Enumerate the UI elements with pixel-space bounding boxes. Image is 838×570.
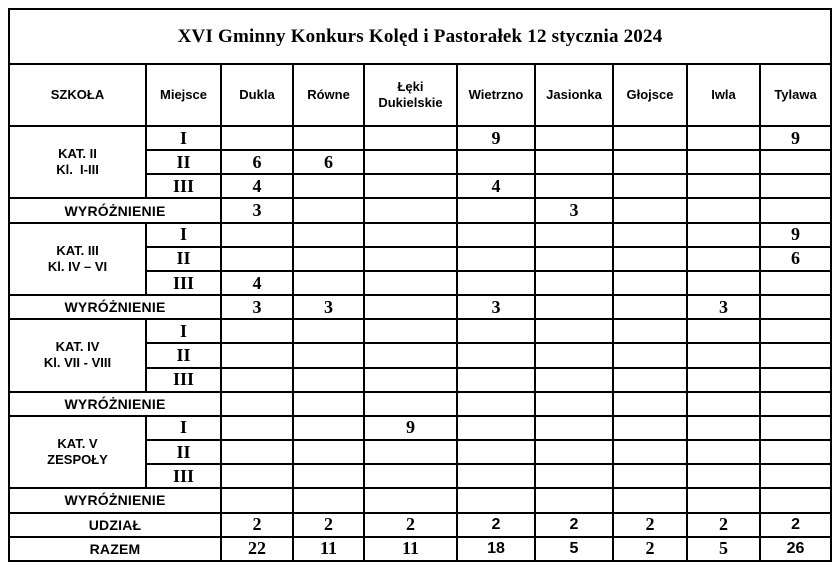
category-place-row [9,416,831,440]
wyroznienie-row [9,295,831,319]
result-cell [687,488,760,512]
result-cell [760,464,831,488]
category-name-line: KAT. IV [55,339,100,355]
result-cell [535,150,613,174]
result-cell: 3 [293,295,364,319]
result-cell [364,271,457,295]
column-header-2: Dukla [221,64,293,126]
result-cell [364,392,457,416]
result-cell [364,464,457,488]
result-cell: 6 [760,247,831,271]
result-cell [760,198,831,222]
result-cell [613,368,687,392]
result-cell [613,198,687,222]
page-title: XVI Gminny Konkurs Kolęd i Pastorałek 12 stycznia 2024 [9,9,831,64]
result-cell: 3 [221,198,293,222]
title-row [9,9,831,64]
result-cell: 5 [687,537,760,561]
result-cell [613,464,687,488]
result-cell [535,126,613,150]
result-cell [293,343,364,367]
result-cell: 18 [457,537,535,561]
place-cell: I [146,223,221,247]
place-cell: II [146,247,221,271]
result-cell: 2 [687,513,760,537]
result-cell [535,368,613,392]
result-cell [535,343,613,367]
category-name-line: KAT. V [57,435,98,451]
result-cell: 9 [760,223,831,247]
result-cell [687,223,760,247]
result-cell: 3 [687,295,760,319]
result-cell [293,416,364,440]
column-header-1: Miejsce [146,64,221,126]
result-cell [364,223,457,247]
column-header-6: Jasionka [535,64,613,126]
result-cell [457,247,535,271]
result-cell [687,392,760,416]
result-cell [760,488,831,512]
place-cell: II [146,343,221,367]
result-cell [457,488,535,512]
result-cell: 6 [221,150,293,174]
result-cell [221,247,293,271]
result-cell: 9 [760,126,831,150]
result-cell [760,271,831,295]
result-cell [293,126,364,150]
result-cell: 4 [221,271,293,295]
result-cell [760,319,831,343]
place-cell: III [146,271,221,295]
result-cell: 3 [221,295,293,319]
result-cell [613,319,687,343]
table-header-row [9,64,831,126]
result-cell: 5 [535,537,613,561]
result-cell [364,150,457,174]
result-cell [293,319,364,343]
result-cell [457,440,535,464]
result-cell [221,440,293,464]
result-cell: 22 [221,537,293,561]
result-cell [535,488,613,512]
result-cell [687,247,760,271]
result-cell [221,416,293,440]
result-cell [293,198,364,222]
category-name-line: ZESPOŁY [47,452,108,468]
place-cell: II [146,150,221,174]
place-cell: II [146,440,221,464]
result-cell [364,368,457,392]
result-cell: 11 [293,537,364,561]
result-cell [293,247,364,271]
result-cell [457,150,535,174]
wyroznienie-row [9,392,831,416]
result-cell [221,488,293,512]
result-cell [535,295,613,319]
result-cell [293,464,364,488]
place-cell: III [146,368,221,392]
result-cell [613,174,687,198]
result-cell [613,150,687,174]
result-cell [221,343,293,367]
result-cell: 2 [293,513,364,537]
result-cell [364,319,457,343]
result-cell [760,440,831,464]
result-cell [293,488,364,512]
category-name-line: Kl. VII - VIII [43,355,112,371]
result-cell [221,392,293,416]
result-cell: 9 [364,416,457,440]
result-cell: 11 [364,537,457,561]
result-cell [535,271,613,295]
result-cell [221,368,293,392]
result-cell [364,295,457,319]
result-cell [293,271,364,295]
result-cell [687,464,760,488]
result-cell [613,126,687,150]
result-cell [364,488,457,512]
category-cell [9,416,146,488]
result-cell [457,392,535,416]
result-cell [364,174,457,198]
results-table [8,8,832,562]
result-cell [457,416,535,440]
result-cell [687,150,760,174]
result-cell [613,416,687,440]
result-cell [364,126,457,150]
result-cell [687,416,760,440]
summary-label: RAZEM [9,537,221,561]
result-cell [760,174,831,198]
result-cell [687,440,760,464]
result-cell [613,247,687,271]
column-header-8: Iwla [687,64,760,126]
result-cell [760,368,831,392]
result-cell [293,392,364,416]
result-cell [221,126,293,150]
category-place-row [9,319,831,343]
result-cell: 3 [535,198,613,222]
category-place-row [9,223,831,247]
column-header-9: Tylawa [760,64,831,126]
result-cell [293,440,364,464]
result-cell [687,319,760,343]
result-cell [613,343,687,367]
result-cell [457,368,535,392]
result-cell [221,319,293,343]
result-cell: 4 [221,174,293,198]
result-cell: 2 [457,513,535,537]
result-cell [221,464,293,488]
category-name-line: KAT. III [56,242,99,258]
result-cell [457,223,535,247]
result-cell [613,392,687,416]
wyroznienie-label: WYRÓŻNIENIE [9,198,221,222]
result-cell: 3 [457,295,535,319]
place-cell: I [146,319,221,343]
result-cell [687,368,760,392]
wyroznienie-label: WYRÓŻNIENIE [9,392,221,416]
summary-label: UDZIAŁ [9,513,221,537]
place-cell: I [146,126,221,150]
result-cell: 4 [457,174,535,198]
result-cell [221,223,293,247]
result-cell [457,319,535,343]
category-name-line: Kl. I-III [56,162,99,178]
result-cell: 9 [457,126,535,150]
column-header-5: Wietrzno [457,64,535,126]
result-cell: 2 [760,513,831,537]
wyroznienie-label: WYRÓŻNIENIE [9,488,221,512]
result-cell [613,223,687,247]
category-cell [9,319,146,391]
result-cell [535,174,613,198]
result-cell: 26 [760,537,831,561]
result-cell [535,416,613,440]
result-cell [364,440,457,464]
wyroznienie-label: WYRÓŻNIENIE [9,295,221,319]
result-cell [760,295,831,319]
summary-row-razem [9,537,831,561]
category-name-line: KAT. II [58,145,97,161]
result-cell [457,198,535,222]
category-place-row [9,126,831,150]
place-cell: I [146,416,221,440]
summary-row-udział [9,513,831,537]
column-header-3: Równe [293,64,364,126]
result-cell [535,464,613,488]
result-cell [613,271,687,295]
result-cell [687,343,760,367]
result-cell [535,223,613,247]
result-cell [535,247,613,271]
result-cell [687,271,760,295]
result-cell [364,198,457,222]
result-cell: 2 [535,513,613,537]
result-cell [457,271,535,295]
result-cell [535,319,613,343]
result-cell [687,126,760,150]
category-name-line: Kl. IV – VI [47,258,108,274]
result-cell [613,295,687,319]
category-cell [9,126,146,198]
wyroznienie-row [9,198,831,222]
result-cell: 2 [364,513,457,537]
result-cell [457,343,535,367]
result-cell: 2 [613,513,687,537]
result-cell [687,198,760,222]
place-cell: III [146,174,221,198]
result-cell: 2 [613,537,687,561]
column-header-7: Głojsce [613,64,687,126]
result-cell [760,150,831,174]
result-cell [535,392,613,416]
category-cell [9,223,146,295]
result-cell [535,440,613,464]
result-cell [760,343,831,367]
place-cell: III [146,464,221,488]
result-cell [293,174,364,198]
result-cell [293,368,364,392]
wyroznienie-row [9,488,831,512]
column-header-4: Łęki Dukielskie [364,64,457,126]
result-cell [364,247,457,271]
column-header-0: SZKOŁA [9,64,146,126]
result-cell [457,464,535,488]
result-cell [760,392,831,416]
result-cell [293,223,364,247]
result-cell: 2 [221,513,293,537]
result-cell [613,440,687,464]
result-cell [613,488,687,512]
result-cell [687,174,760,198]
result-cell: 6 [293,150,364,174]
result-cell [364,343,457,367]
result-cell [760,416,831,440]
